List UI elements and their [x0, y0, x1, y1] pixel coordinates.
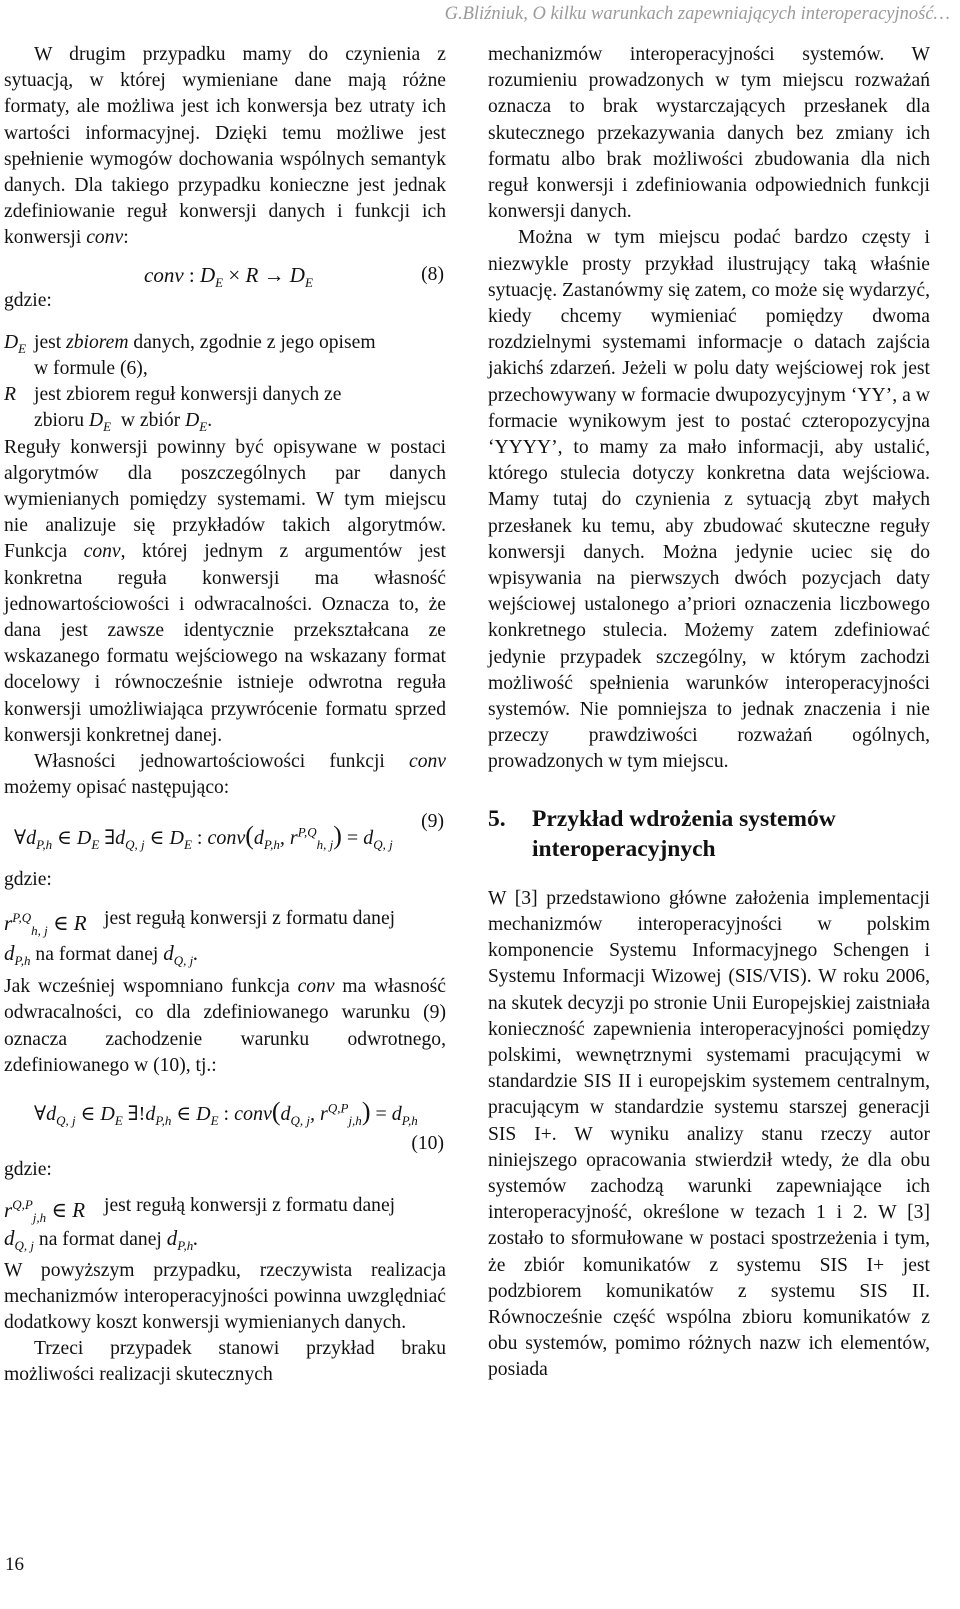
paragraph: Trzeci przypadek stanowi przykład braku możliwości realizacji skutecznych	[4, 1338, 446, 1386]
running-header: G.Bliźniuk, O kilku warunkach zapewniających interoperacyjność…	[444, 4, 950, 24]
rule-mid-text: na format danej	[35, 943, 159, 965]
symbol-de: $D_E$	[4, 331, 27, 356]
formula-8-expression: conv : $D_E \times R \to D_E$	[144, 262, 313, 290]
where-label: gdzie:	[4, 869, 52, 891]
paragraph: Jak wcześniej wspomniano funkcja conv ma własność odwracalności, co dla zdefiniowanego warunku (9) oznacza zachodzenie warunku odwrotnego, zdefiniowanego w (10), tj.:	[4, 976, 446, 1076]
rule-definition-9	[4, 906, 446, 938]
paragraph: W [3] przedstawiono główne założenia implementacji mechanizmów interoperacyjności w polskim komponencie Systemu Informacyjnego Schengen i Systemu Informacji Wizowej (SIS/VIS). W roku 2006, na skutek decyzji po stronie Unii Europejskiej zaistniała konieczność zapewnienia interoperacyjności pomiędzy polskimi, wewnętrznymi systemami pracującymi w standardzie SIS II i europejskim systemem centralnym, pracującym w standardzie systemu starszej generacji SIS I+. W wyniku analizy stanu rzeczy autor niniejszego opracowania stwierdził wtedy, że dla obu systemów zachodzą warunki zapewniające ich interoperacyjność, określone w tezach 1 i 2. W [3] zostało to sformułowane w postaci spostrzeżenia i tym, że zbiór komunikatów z systemu SIS I+ jest podzbiorem komunikatów z systemu SIS II. Równocześnie część wspólna zbioru komunikatów z obu systemów, pomimo różnych nazw ich elementów, posiada	[488, 887, 930, 1381]
paragraph: W drugim przypadku mamy do czynienia z sytuacją, w której wymieniane dane mają różne formaty, ale możliwa jest ich konwersja bez utraty ich wartości informacyjnej. Dzięki temu możliwe jest spełnienie wymogów dochowania wspólnych semantyk danych. Dla takiego przypadku konieczne jest jednak zdefiniowanie reguł konwersji danych i funkcji ich konwersji conv:	[4, 44, 446, 249]
right-column	[488, 42, 930, 1384]
symbol-r: R	[4, 384, 16, 406]
paragraph: Reguły konwersji powinny być opisywane w postaci algorytmów dla poszczególnych par danych wymienianych pomiędzy systemami. W tym miejscu nie analizuje się przykładów takich algorytmów. Funkcja conv, której jednym z argumentów jest konkretna reguła konwersji ma własność jednowartościowości i odwracalności. Oznacza to, że dana jest zawsze identycznie przekształcana ze wskazanego formatu wejściowego na wskazany format docelowy i równocześnie istnieje odwrotna reguła konwersji umożliwiająca przywrócenie formatu sprzed konwersji konkretnej danej.	[4, 436, 446, 746]
where-label: gdzie:	[4, 289, 52, 311]
section-number: 5.	[488, 805, 506, 832]
rule-text-9: jest regułą konwersji z formatu danej	[104, 907, 396, 929]
definition-r: R jest zbiorem reguł konwersji danych ze zbioru $D_E$ w zbiór $D_E$.	[4, 382, 446, 434]
formula-10-number: (10)	[411, 1132, 444, 1154]
rule-symbol-9: $r^{P,Q}_{h, j}$ ∈ R	[4, 909, 87, 938]
formula-9-expression: $\forall d_{P,h}$ ∈ $D_E$ $\exists d_{Q, j}$ ∈ $D_E$ : $conv(d_{P,h}$, $r^{P,Q}_{h, j}) = d_{Q, j}$	[14, 821, 393, 853]
paragraph: mechanizmów interoperacyjności systemów. W rozumieniu prowadzonych w tym miejscu rozważań oznacza to brak wystarczających przesłanek dla skutecznego przekazywania danych bez zmiany ich formatu albo brak możliwości zbudowania dla nich reguł konwersji i zdefiniowania odpowiednich funkcji konwersji danych.	[488, 44, 930, 223]
rule-formats-9: $d_{P,h}$ na format danej $d_{Q, j}$.	[4, 940, 199, 969]
formula-9	[4, 801, 446, 861]
paragraph: W powyższym przypadku, rzeczywista realizacja mechanizmów interoperacyjności powinna uwzględniać dodatkowy koszt konwersji wymienianych danych.	[4, 1259, 446, 1333]
definition-de-text: jest zbiorem danych, zgodnie z jego opisem	[34, 331, 376, 353]
formula-10	[4, 1079, 446, 1157]
paragraph: Własności jednowartościowości funkcji conv możemy opisać następująco:	[4, 751, 446, 799]
formula-10-expression: $\forall d_{Q, j}$ ∈ $D_E$ $\exists!d_{P,h}$ ∈ $D_E$ : $conv(d_{Q, j}$, $r^{Q,P}_{j,h}) = d_{P,h}$	[34, 1096, 418, 1128]
section-heading	[488, 804, 930, 864]
definition-de: $D_E$ jest zbiorem danych, zgodnie z jego opisem w formule (6),	[4, 330, 446, 382]
rule-text-10: jest regułą konwersji z formatu danej	[104, 1195, 396, 1217]
rule-formats-10: $d_{Q, j}$ na format danej $d_{P,h}$.	[4, 1226, 199, 1254]
page-number: 16	[5, 1554, 24, 1575]
left-column	[4, 42, 446, 1389]
rule-definition-10	[4, 1193, 446, 1226]
definition-r-text: jest zbiorem reguł konwersji danych ze	[34, 384, 342, 406]
where-label: gdzie:	[4, 1158, 52, 1180]
rule-mid-text: na format danej	[38, 1229, 162, 1251]
formula-8	[4, 252, 446, 302]
formula-8-number: (8)	[421, 263, 444, 285]
definition-list	[4, 330, 446, 435]
paragraph: Można w tym miejscu podać bardzo częsty i niezwykle prosty przykład ilustrujący taką właśnie sytuację. Zastanówmy się zatem, co może się wydarzyć, kiedy chcemy wymieniać pomiędzy dwoma rozdzielnymi systemami informacje o datach zajścia jakichś zdarzeń. Jeżeli w polu daty wejściowej rok jest przechowywany w formacie dwupozycyjnym ‘YY’, a w formacie wynikowym jest to postać czteropozycyjna ‘YYYY’, to mamy za mało informacji, aby ustalić, którego stulecia dotyczy konkretna data wejściowa. Mamy tutaj do czynienia z sytuacją zbyt małych przesłanek ku temu, aby zbudować skuteczne reguły konwersji danych. Można jedynie uciec się do wpisywania na pierwszych dwóch pozycjach daty wejściowej ustalonego a’priori oznaczenia liczbowego konkretnego stulecia. Możemy zatem zdefiniować jedynie przypadek szczególny, w którym zachodzi możliwość spełnienia warunków interoperacyjności systemów. Nie pomniejsza to jednak znaczenia i nie przeczy prawdziwości rozważań ogólnych, prowadzonych w tym miejscu.	[488, 227, 930, 773]
section-title: Przykład wdrożenia systemów interoperacyjnych	[532, 805, 836, 862]
formula-9-number: (9)	[421, 811, 444, 833]
rule-symbol-10: $r^{Q,P}_{j,h}$ ∈ R	[4, 1197, 86, 1226]
